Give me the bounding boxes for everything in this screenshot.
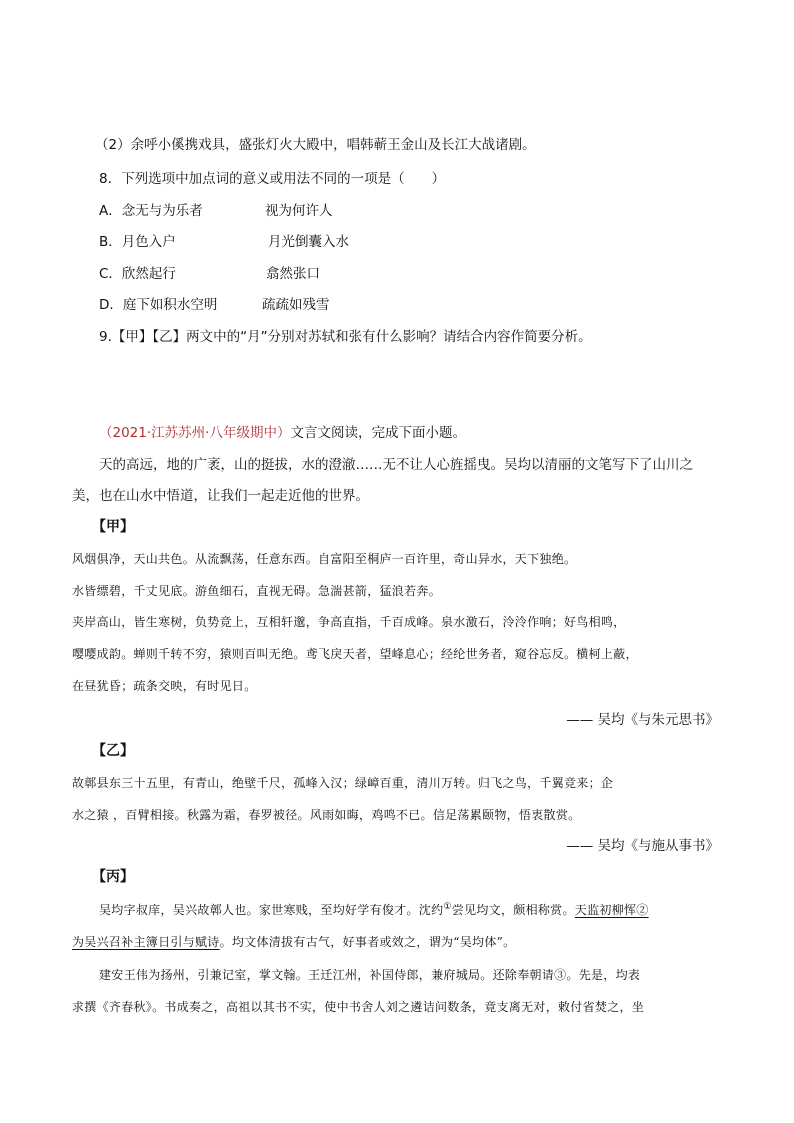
option-c-pair: 翕然张口 [266,266,320,282]
jia-heading: 【甲】 [92,519,134,535]
yi-heading: 【乙】 [92,743,134,759]
q8-option-b: B．月色入户 [99,234,176,250]
q8-option-d: D．庭下如积水空明 [99,297,218,313]
q9-stem: 9.【甲】【乙】两文中的“月”分别对苏轼和张有什么影响？请结合内容作简要分析。 [99,329,592,345]
jia-line-5: 在昼犹昏；疏条交映，有时见日。 [72,679,257,693]
source-label: （2021·江苏苏州·八年级期中） [99,425,291,441]
bing-line-4: 求撰《齐春秋》。书成奏之，高祖以其书不实，使中书舍人刘之遴诘问数条，竟支离无对，敕付省焚之，坐 [72,1000,645,1014]
bing-line-2 [72,933,515,950]
q-intro-line: （2）余呼小傒携戏具，盛张灯火大殿中，唱韩蕲王金山及长江大战诸剧。 [95,137,536,153]
underlined-sentence-part-1: 天监初柳恽② [574,903,649,917]
yi-line-2: 水之猿 ，百臂相接。秋露为霜，春罗被径。风雨如晦，鸡鸣不已。信足荡累颐物，悟衷散赏。 [72,808,581,822]
footnote-marker-1: ① [443,902,452,912]
option-d-pair: 疏疏如残雪 [262,297,330,313]
intro-line-2: 美，也在山水中悟道，让我们一起走近他的世界。 [72,488,369,504]
passage-header [99,421,466,441]
jia-line-4: 嘤嘤成韵。蝉则千转不穷，猿则百叫无绝。鸢飞戾天者，望峰息心；经纶世务者，窥谷忘反。横柯上蔽， [72,647,638,661]
bing-heading: 【丙】 [92,869,134,885]
intro-line-1: 天的高远，地的广袤，山的挺拔，水的澄澈……无不让人心旌摇曳。吴均以清丽的文笔写下了山川之 [99,457,693,473]
option-a-pair: 视为何许人 [265,203,333,219]
q8-stem: 8．下列选项中加点词的意义或用法不同的一项是（ ） [99,171,446,187]
jia-line-2: 水皆缥碧，千丈见底。游鱼细石，直视无碍。急湍甚箭，猛浪若奔。 [72,584,442,598]
q8-option-c: C．欣然起行 [99,266,176,282]
option-a-label: A．念无与为乐者 [99,203,203,219]
underlined-sentence-part-2: 为吴兴召补主簿日引与赋诗 [72,935,220,949]
bing-line-2-rest: 。均文体清拔有古气，好事者或效之，谓为“吴均体”。 [219,935,516,949]
bing-line-1-text-b: 尝见均文，颇相称赏。 [451,903,575,917]
jia-attribution: —— 吴均《与朱元思书》 [566,712,719,728]
jia-line-3: 夹岸高山，皆生寒树，负势竞上，互相轩邈，争高直指，千百成峰。泉水激石，泠泠作响；好鸟相鸣， [72,615,626,629]
yi-line-1: 故鄣县东三十五里，有青山，绝壁千尺，孤峰入汉；绿嶂百重，清川万转。归飞之鸟，千翼竞来；企 [72,776,614,790]
yi-attribution: —— 吴均《与施从事书》 [566,838,719,854]
bing-line-1 [99,901,649,918]
bing-line-1-text: 吴均字叔庠，吴兴故鄣人也。家世寒贱，至均好学有俊才。沈约 [99,903,444,917]
jia-line-1: 风烟俱净，天山共色。从流飘荡，任意东西。自富阳至桐庐一百许里，奇山异水，天下独绝。 [72,552,577,566]
q8-option-a [99,199,203,219]
task-label: 文言文阅读，完成下面小题。 [290,425,466,441]
option-b-pair: 月光倒囊入水 [268,234,349,250]
bing-line-3: 建安王伟为扬州，引兼记室，掌文翰。王迁江州，补国侍郎，兼府城局。还除奉朝请③。先是，均表 [99,968,641,982]
